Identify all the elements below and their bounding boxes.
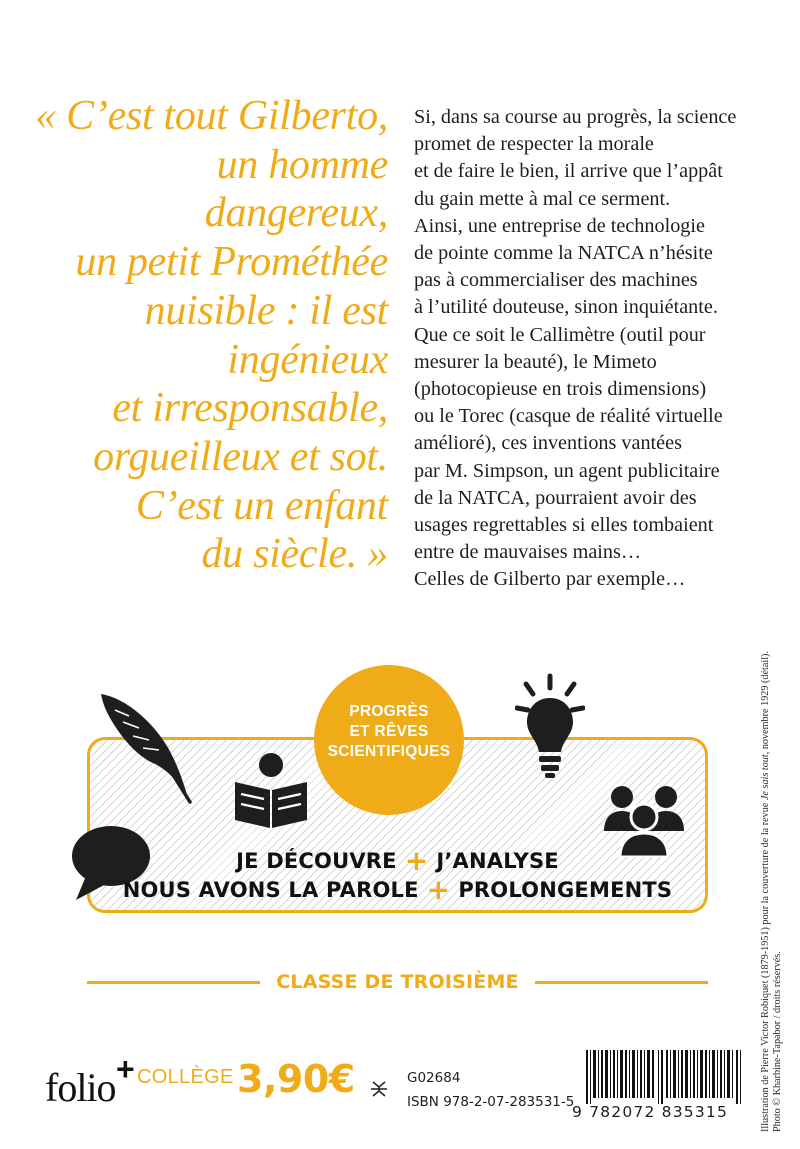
theme-line: ET RÊVES: [349, 723, 429, 740]
quote-line: ingénieux: [227, 336, 388, 383]
quote-line: du siècle. »: [201, 531, 388, 578]
plus-sign: +: [404, 844, 429, 877]
synopsis-line: (photocopieuse en trois dimensions): [414, 378, 707, 401]
pull-quote: [20, 92, 388, 579]
synopsis-line: du gain mette à mal ce serment.: [414, 187, 671, 210]
synopsis-line: mesurer la beauté), le Mimeto: [414, 350, 657, 373]
synopsis-line: Ainsi, une entreprise de technologie: [414, 214, 705, 237]
credit-line-2: Photo © Kharbine-Tapabor / droits réservés.: [772, 951, 783, 1132]
divider-left: [87, 981, 260, 984]
synopsis-line: Celles de Gilberto par exemple…: [414, 568, 686, 591]
synopsis-line: de la NATCA, pourraient avoir des: [414, 486, 697, 509]
quote-line: orgueilleux et sot.: [93, 433, 388, 480]
quote-line: un petit Prométhée: [75, 239, 388, 286]
synopsis-line: entre de mauvaises mains…: [414, 541, 642, 564]
synopsis-text: [414, 104, 774, 594]
synopsis-line: à l’utilité douteuse, sinon inquiétante.: [414, 296, 718, 319]
reader-icon: [232, 752, 310, 830]
theme-badge: [314, 665, 464, 815]
theme-line: SCIENTIFIQUES: [327, 743, 451, 760]
quote-line: et irresponsable,: [112, 385, 388, 432]
synopsis-line: amélioré), ces inventions vantées: [414, 432, 682, 455]
credit-line-1: Illustration de Pierre Victor Robiquet (1879-1951) pour la couverture de la revue Je sais tout, novembre 1929 (détail).: [760, 651, 771, 1132]
barcode: [572, 1050, 752, 1104]
quill-icon: [95, 690, 195, 805]
synopsis-line: promet de respecter la morale: [414, 133, 654, 156]
class-level-label: CLASSE DE TROISIÈME: [276, 971, 519, 993]
theme-line: PROGRÈS: [349, 703, 429, 720]
barcode-digits: 9 782072 835315: [572, 1103, 729, 1121]
publisher-logo-icon: [370, 1080, 388, 1098]
folio-plus: +: [116, 1051, 135, 1087]
step-label: J’ANALYSE: [436, 849, 559, 873]
lightbulb-icon: [515, 672, 585, 782]
quote-line: C’est un enfant: [135, 482, 388, 529]
synopsis-line: usages regrettables si elles tombaient: [414, 514, 714, 537]
price: 3,90€: [237, 1057, 355, 1101]
quote-line: dangereux,: [204, 190, 388, 237]
synopsis-line: par M. Simpson, un agent publicitaire: [414, 459, 720, 482]
synopsis-line: Si, dans sa course au progrès, la science: [414, 106, 737, 128]
step-label: PROLONGEMENTS: [458, 878, 673, 902]
product-code: G02684: [407, 1070, 461, 1086]
steps-line-2: [87, 873, 708, 906]
quote-line: « C’est tout Gilberto,: [35, 93, 388, 139]
folio-logo: folio: [45, 1065, 116, 1110]
synopsis-line: pas à commercialiser des machines: [414, 269, 698, 292]
synopsis-line: de pointe comme la NATCA n’hésite: [414, 242, 713, 265]
step-label: JE DÉCOUVRE: [236, 849, 397, 873]
divider-right: [535, 981, 708, 984]
quote-line: nuisible : il est: [144, 287, 388, 334]
isbn: ISBN 978-2-07-283531-5: [407, 1094, 575, 1110]
illustration-credit: [760, 607, 783, 1132]
quote-line: un homme: [216, 141, 388, 188]
collection-label: COLLÈGE: [137, 1066, 234, 1088]
synopsis-line: Que ce soit le Callimètre (outil pour: [414, 323, 706, 346]
synopsis-line: ou le Torec (casque de réalité virtuelle: [414, 405, 723, 428]
plus-sign: +: [426, 873, 451, 906]
synopsis-line: et de faire le bien, il arrive que l’appât: [414, 160, 723, 183]
class-level: [87, 969, 708, 995]
step-label: NOUS AVONS LA PAROLE: [122, 878, 419, 902]
book-codes: [407, 1066, 574, 1114]
